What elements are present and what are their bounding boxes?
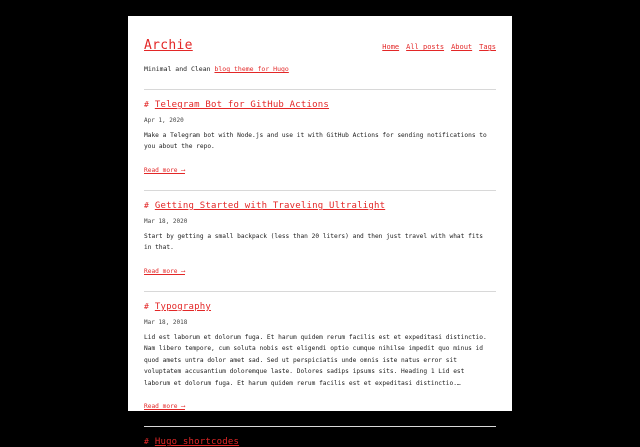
- post-item: [144, 89, 496, 176]
- read-more-link[interactable]: Read more ⟶: [144, 166, 185, 174]
- post-title-link[interactable]: Typography: [154, 301, 212, 312]
- post-title-link[interactable]: Getting Started with Traveling Ultralight: [154, 200, 386, 211]
- post-title-row: [144, 302, 496, 312]
- nav-item-home[interactable]: Home: [382, 43, 400, 51]
- post-divider: [144, 190, 496, 191]
- post-summary: Make a Telegram bot with Node.js and use it with GitHub Actions for sending notifications to you about the repo.: [144, 132, 487, 151]
- post-title-row: [144, 100, 496, 110]
- post-date: Apr 1, 2020: [144, 117, 184, 124]
- read-more-link[interactable]: Read more ⟶: [144, 403, 185, 411]
- browser-page: [128, 16, 512, 447]
- post-date: Mar 18, 2018: [144, 318, 188, 326]
- post-divider: [144, 291, 496, 292]
- post-title-link[interactable]: Telegram Bot for GitHub Actions: [154, 100, 330, 110]
- main-nav: [382, 43, 496, 51]
- post-divider: [144, 426, 496, 427]
- read-more-link[interactable]: Read more ⟶: [144, 267, 185, 275]
- post-item: [144, 426, 496, 447]
- post-divider: [144, 89, 496, 90]
- hash-icon: #: [144, 301, 149, 311]
- post-title-row: [144, 201, 496, 211]
- hash-icon: #: [144, 200, 149, 210]
- hash-icon: #: [144, 437, 149, 447]
- post-summary: Lid est laborum et dolorum fuga. Et harum quidem rerum facilis est et expeditasi distinctio. Nam libero tempore, cum soluta nobis est eligendi optio cumque nihilse impedit quo minus id quod amets untra dolor amet sad. Sed ut perspiciatis unde omnis iste natus error sit voluptatem accusantium doloremque laste. Dolores sadips ipsums sits. Heading 1 Lid est laborum et dolorum fuga. Et harum quidem rerum facilis est et expeditasi distinctio.…: [144, 333, 487, 387]
- nav-item-all-posts[interactable]: All posts: [406, 43, 445, 51]
- nav-item-tags[interactable]: Tags: [479, 43, 496, 51]
- post-title-link[interactable]: Hugo shortcodes: [154, 437, 240, 447]
- post-item: [144, 291, 496, 412]
- post-date: Mar 18, 2020: [144, 217, 188, 225]
- tagline-text: Minimal and Clean: [144, 65, 215, 73]
- post-summary: Start by getting a small backpack (less than 20 liters) and then just travel with what fits in that.: [144, 232, 483, 252]
- tagline-link[interactable]: blog theme for Hugo: [214, 65, 289, 73]
- nav-item-about[interactable]: About: [451, 43, 473, 51]
- site-header: [144, 38, 496, 53]
- page-content: [128, 16, 512, 447]
- post-item: [144, 190, 496, 277]
- hash-icon: #: [144, 100, 149, 109]
- site-title[interactable]: Archie: [144, 38, 193, 53]
- site-tagline: [144, 65, 496, 73]
- post-title-row: [144, 437, 496, 447]
